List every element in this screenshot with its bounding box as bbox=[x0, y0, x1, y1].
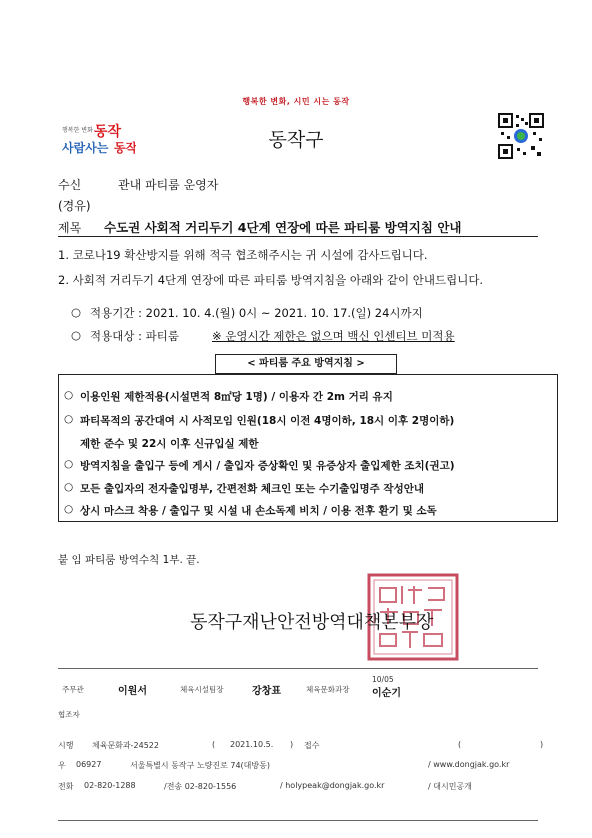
logo-sub-text: 사람사는 bbox=[62, 141, 109, 155]
guideline-item-4: 모든 출입자의 전자출입명부, 간편전화 체크인 또는 수기출입명주 작성안내 bbox=[80, 483, 425, 495]
attachment-note: 붙 임 파티룸 방역수칙 1부. 끝. bbox=[58, 554, 200, 566]
period-bullet: ○ bbox=[71, 305, 82, 319]
target-bullet: ○ bbox=[71, 328, 82, 342]
guideline-bullet: ○ bbox=[64, 503, 74, 515]
org-title: 동작구 bbox=[268, 129, 324, 151]
receipt-close-paren: ) bbox=[540, 740, 544, 749]
drafter-role: 주무관 bbox=[62, 685, 84, 694]
reviewer-role: 체육시설팀장 bbox=[180, 685, 224, 694]
address: 서울특별시 동작구 노량진로 74(대방동) bbox=[130, 761, 270, 770]
guideline-bullet: ○ bbox=[64, 389, 74, 401]
approver-role: 체육문화과장 bbox=[306, 685, 350, 694]
issuer-name: 동작구재난안전방역대책본부장 bbox=[190, 612, 434, 633]
guideline-bullet: ○ bbox=[64, 458, 74, 470]
recipient-label: 수신 bbox=[58, 178, 82, 192]
svg-text:동작: 동작 bbox=[114, 141, 136, 155]
paragraph-2: 2. 사회적 거리두기 4단계 연장에 따른 파티룸 방역지침을 아래와 같이 안내드립니다. bbox=[58, 273, 484, 287]
reviewer-name: 강창표 bbox=[252, 686, 281, 697]
phone-label: 전화 bbox=[58, 782, 74, 791]
paragraph-1: 1. 코로나19 확산방지를 위해 적극 협조해주시는 귀 시설에 감사드립니다. bbox=[58, 248, 428, 262]
footer-divider bbox=[58, 820, 538, 821]
application-period: 적용기간 : 2021. 10. 4.(월) 0시 ~ 2021. 10. 17.(일) 24시까지 bbox=[90, 306, 423, 320]
approver-name: 이순기 bbox=[372, 688, 401, 699]
guideline-item-1: 이용인원 제한적용(시설면적 8㎡당 1명) / 이용자 간 2m 거리 유지 bbox=[80, 391, 393, 403]
recipient: 관내 파티룸 운영자 bbox=[118, 178, 219, 192]
enforce-open-paren: ( bbox=[212, 740, 216, 749]
guideline-item-5: 상시 마스크 착용 / 출입구 및 시설 내 손소독제 비치 / 이용 전후 환기 및 소독 bbox=[80, 505, 437, 517]
website-link[interactable]: / www.dongjak.go.kr bbox=[428, 760, 510, 769]
slogan: 행복한 변화, 시민 시는 동작 bbox=[242, 97, 350, 106]
receipt-open-paren: ( bbox=[458, 740, 462, 749]
guideline-item-2-cont: 제한 준수 및 22시 이후 신규입실 제한 bbox=[80, 438, 259, 450]
subject-label: 제목 bbox=[58, 221, 82, 235]
postcode-label: 우 bbox=[58, 761, 66, 770]
signature-divider bbox=[58, 668, 538, 669]
guideline-bullet: ○ bbox=[64, 481, 74, 493]
guideline-bullet: ○ bbox=[64, 413, 74, 425]
subject: 수도권 사회적 거리두기 4단계 연장에 따른 파티룸 방역지침 안내 bbox=[104, 220, 462, 235]
postcode: 06927 bbox=[76, 760, 102, 769]
enforce-close-paren: ) bbox=[290, 740, 294, 749]
disclosure-status: / 대시민공개 bbox=[428, 782, 472, 791]
receipt-label: 접수 bbox=[304, 741, 320, 750]
phone-number: 02-820-1288 bbox=[84, 781, 136, 790]
cooperator-label: 협조자 bbox=[58, 710, 80, 719]
enforce-label: 시행 bbox=[58, 741, 74, 750]
approve-date: 10/05 bbox=[372, 675, 394, 684]
logo-small-text: 행복한 변화 bbox=[62, 127, 93, 134]
qr-code-icon bbox=[497, 112, 545, 160]
logo-main-text: 동작 bbox=[94, 124, 122, 140]
enforce-number: 체육문화과-24522 bbox=[92, 741, 159, 750]
guidelines-title: < 파티룸 주요 방역지침 > bbox=[215, 354, 397, 374]
guideline-item-3: 방역지침을 출입구 등에 게시 / 출입자 증상확인 및 유증상자 출입제한 조치(권고) bbox=[80, 460, 455, 472]
fax-number: /전송 02-820-1556 bbox=[164, 782, 237, 791]
drafter-name: 이원서 bbox=[118, 686, 147, 697]
subject-divider bbox=[58, 236, 538, 237]
via-label: (경유) bbox=[58, 199, 91, 213]
guideline-item-2: 파티목적의 공간대여 시 사적모임 인원(18시 이전 4명이하, 18시 이후 2명이하) bbox=[80, 415, 455, 427]
application-target: 적용대상 : 파티룸 bbox=[90, 329, 179, 343]
email-link[interactable]: / holypeak@dongjak.go.kr bbox=[280, 781, 385, 790]
enforce-date: 2021.10.5. bbox=[230, 740, 274, 749]
target-note: ※ 운영시간 제한은 없으며 백신 인센티브 미적용 bbox=[212, 329, 455, 343]
